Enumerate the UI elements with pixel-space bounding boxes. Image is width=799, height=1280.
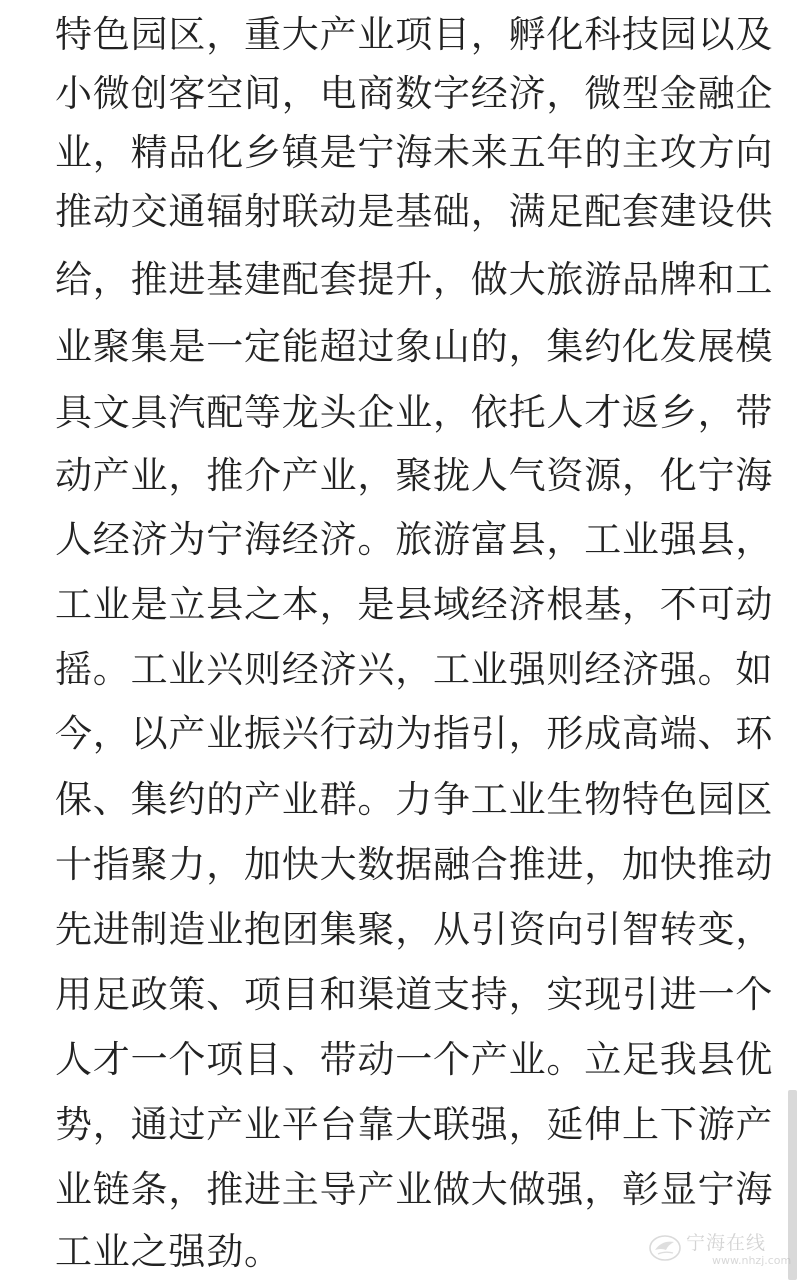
article-line: 业聚集是一定能超过象山的，集约化发展模 xyxy=(55,325,774,368)
article-line: 势，通过产业平台靠大联强，延伸上下游产 xyxy=(55,1103,774,1146)
article-line: 摇。工业兴则经济兴，工业强则经济强。如 xyxy=(55,648,774,691)
article-line: 人经济为宁海经济。旅游富县，工业强县， xyxy=(55,518,774,561)
article-line: 动产业，推介产业，聚拢人气资源，化宁海 xyxy=(55,454,774,497)
article-line: 推动交通辐射联动是基础，满足配套建设供 xyxy=(55,190,774,233)
article-line: 工业之强劲。 xyxy=(55,1230,282,1273)
article-line: 给，推进基建配套提升，做大旅游品牌和工 xyxy=(55,258,774,301)
bird-logo-icon xyxy=(648,1232,682,1262)
article-line: 先进制造业抱团集聚，从引资向引智转变， xyxy=(55,908,774,951)
article-line: 业，精品化乡镇是宁海未来五年的主攻方向 xyxy=(55,131,774,174)
article-line: 十指聚力，加快大数据融合推进，加快推动 xyxy=(55,843,774,886)
article-line: 小微创客空间，电商数字经济，微型金融企 xyxy=(55,72,774,115)
article-line: 今，以产业振兴行动为指引，形成高端、环 xyxy=(55,712,774,755)
scrollbar[interactable] xyxy=(786,0,799,1280)
article-line: 用足政策、项目和渠道支持，实现引进一个 xyxy=(55,973,774,1016)
site-watermark xyxy=(648,1222,792,1274)
article-line: 保、集约的产业群。力争工业生物特色园区 xyxy=(55,778,774,821)
article-line: 具文具汽配等龙头企业，依托人才返乡，带 xyxy=(55,391,774,434)
article-line: 人才一个项目、带动一个产业。立足我县优 xyxy=(55,1038,774,1081)
article-line: 业链条，推进主导产业做大做强，彰显宁海 xyxy=(55,1168,774,1211)
article-line: 特色园区，重大产业项目，孵化科技园以及 xyxy=(55,13,774,56)
article-line: 工业是立县之本，是县域经济根基，不可动 xyxy=(55,583,774,626)
watermark-url: www.nhzj.com xyxy=(712,1254,792,1267)
watermark-title: 宁海在线 xyxy=(686,1232,767,1254)
scrollbar-thumb[interactable] xyxy=(788,1090,797,1280)
